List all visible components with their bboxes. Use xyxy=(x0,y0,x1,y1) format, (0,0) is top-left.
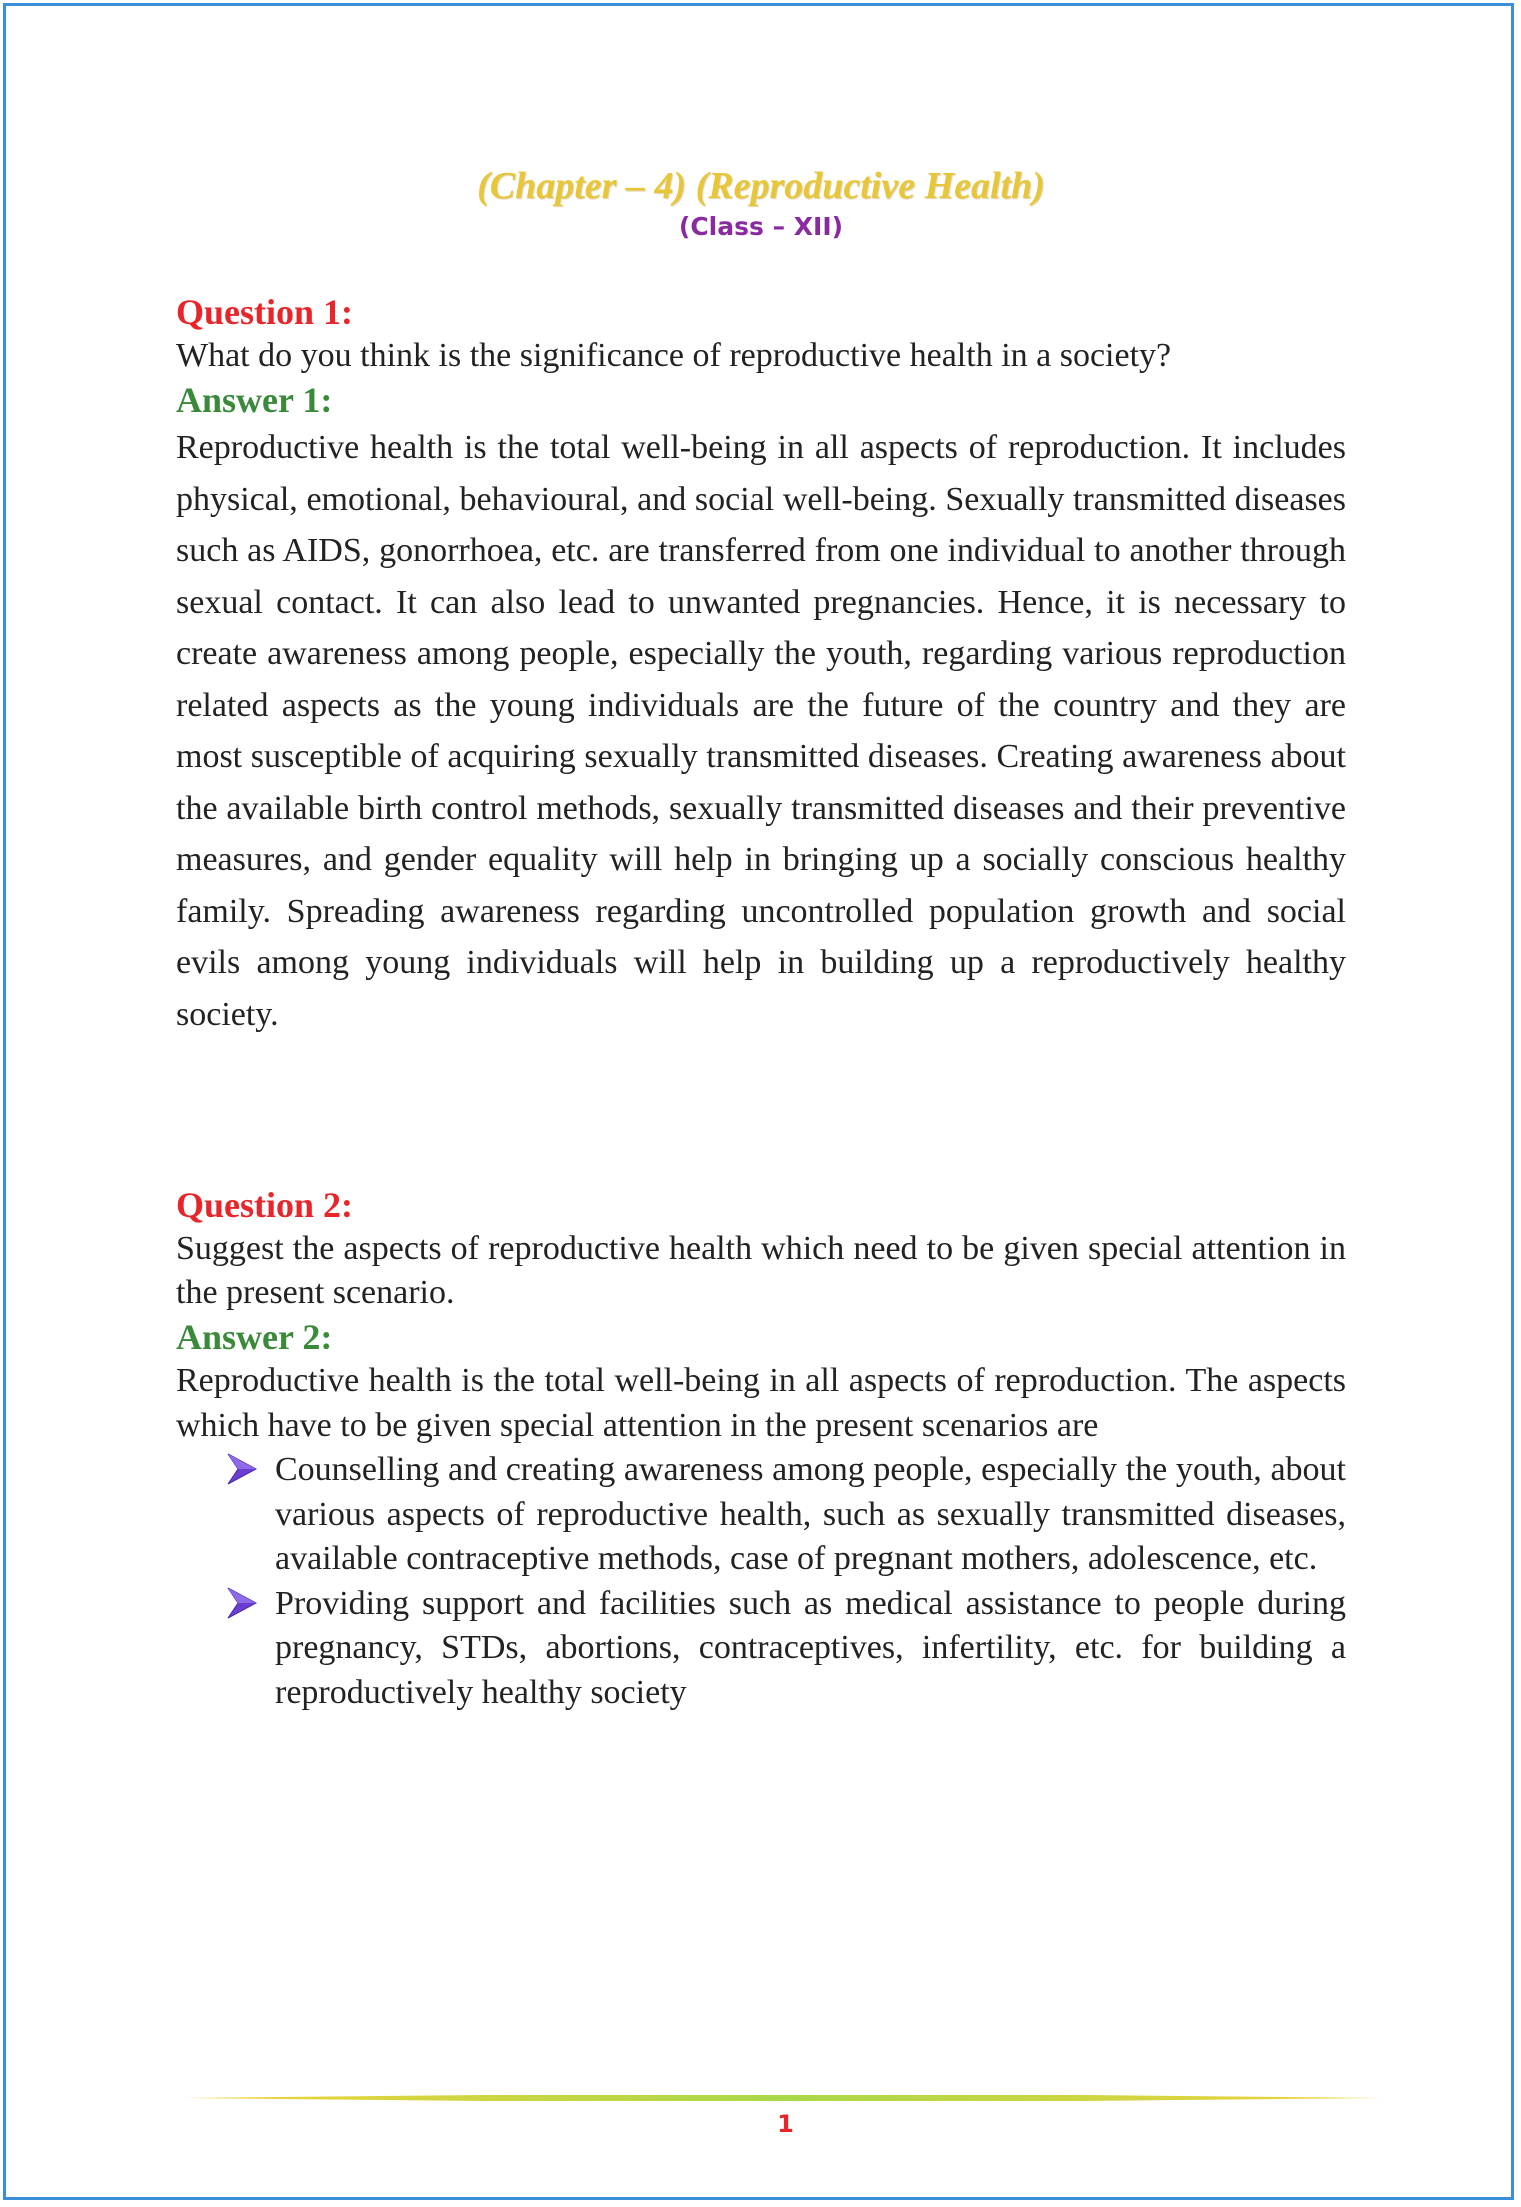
question-label: Question 1: xyxy=(176,292,354,332)
footer-divider xyxy=(184,2094,1382,2102)
answer-text: Reproductive health is the total well-being in all aspects of reproduction. The aspects which have to be given special attention in the present scenarios are xyxy=(176,1362,1346,1444)
question-text: What do you think is the significance of reproductive health in a society? xyxy=(176,337,1172,374)
question-block-2 xyxy=(176,1183,1346,1715)
question-label: Question 2: xyxy=(176,1185,354,1225)
answer-bullet-list xyxy=(176,1448,1346,1715)
chapter-title: (Chapter – 4) (Reproductive Health) xyxy=(477,165,1045,207)
answer-label: Answer 1: xyxy=(176,380,333,420)
arrowhead-bullet-icon xyxy=(226,1452,258,1486)
page-number: 1 xyxy=(777,2110,794,2138)
bullet-text: Counselling and creating awareness among people, especially the youth, about various aspects of reproductive health, such as sexually transmitted diseases, available contraceptive methods, case of pregnant mothers, adolescence, etc. xyxy=(275,1451,1346,1577)
class-label: (Class – XII) xyxy=(678,212,844,241)
bullet-text: Providing support and facilities such as medical assistance to people during pregnancy, STDs, abortions, contraceptives, infertility, etc. for building a reproductively healthy society xyxy=(275,1584,1346,1711)
question-block-1 xyxy=(176,290,1346,1040)
answer-label: Answer 2: xyxy=(176,1317,333,1357)
question-text: Suggest the aspects of reproductive health which need to be given special attention in the present scenario. xyxy=(176,1230,1346,1311)
list-item xyxy=(275,1448,1346,1582)
list-item xyxy=(275,1582,1346,1716)
arrowhead-bullet-icon xyxy=(226,1586,258,1620)
answer-text: Reproductive health is the total well-being in all aspects of reproduction. It includes physical, emotional, behavioural, and social well-being. Sexually transmitted diseases such as AIDS, gonorrhoea, etc. are transferred from one individual to another through sexual contact. It can also lead to unwanted pregnancies. Hence, it is necessary to create awareness among people, especially the youth, regarding various reproduction related aspects as the young individuals are the future of the country and they are most susceptible of acquiring sexually transmitted diseases. Creating awareness about the available birth control methods, sexually transmitted diseases and their preventive measures, and gender equality will help in bringing up a socially conscious healthy family. Spreading awareness regarding uncontrolled population growth and social evils among young individuals will help in building up a reproductively healthy society. xyxy=(176,429,1346,1033)
